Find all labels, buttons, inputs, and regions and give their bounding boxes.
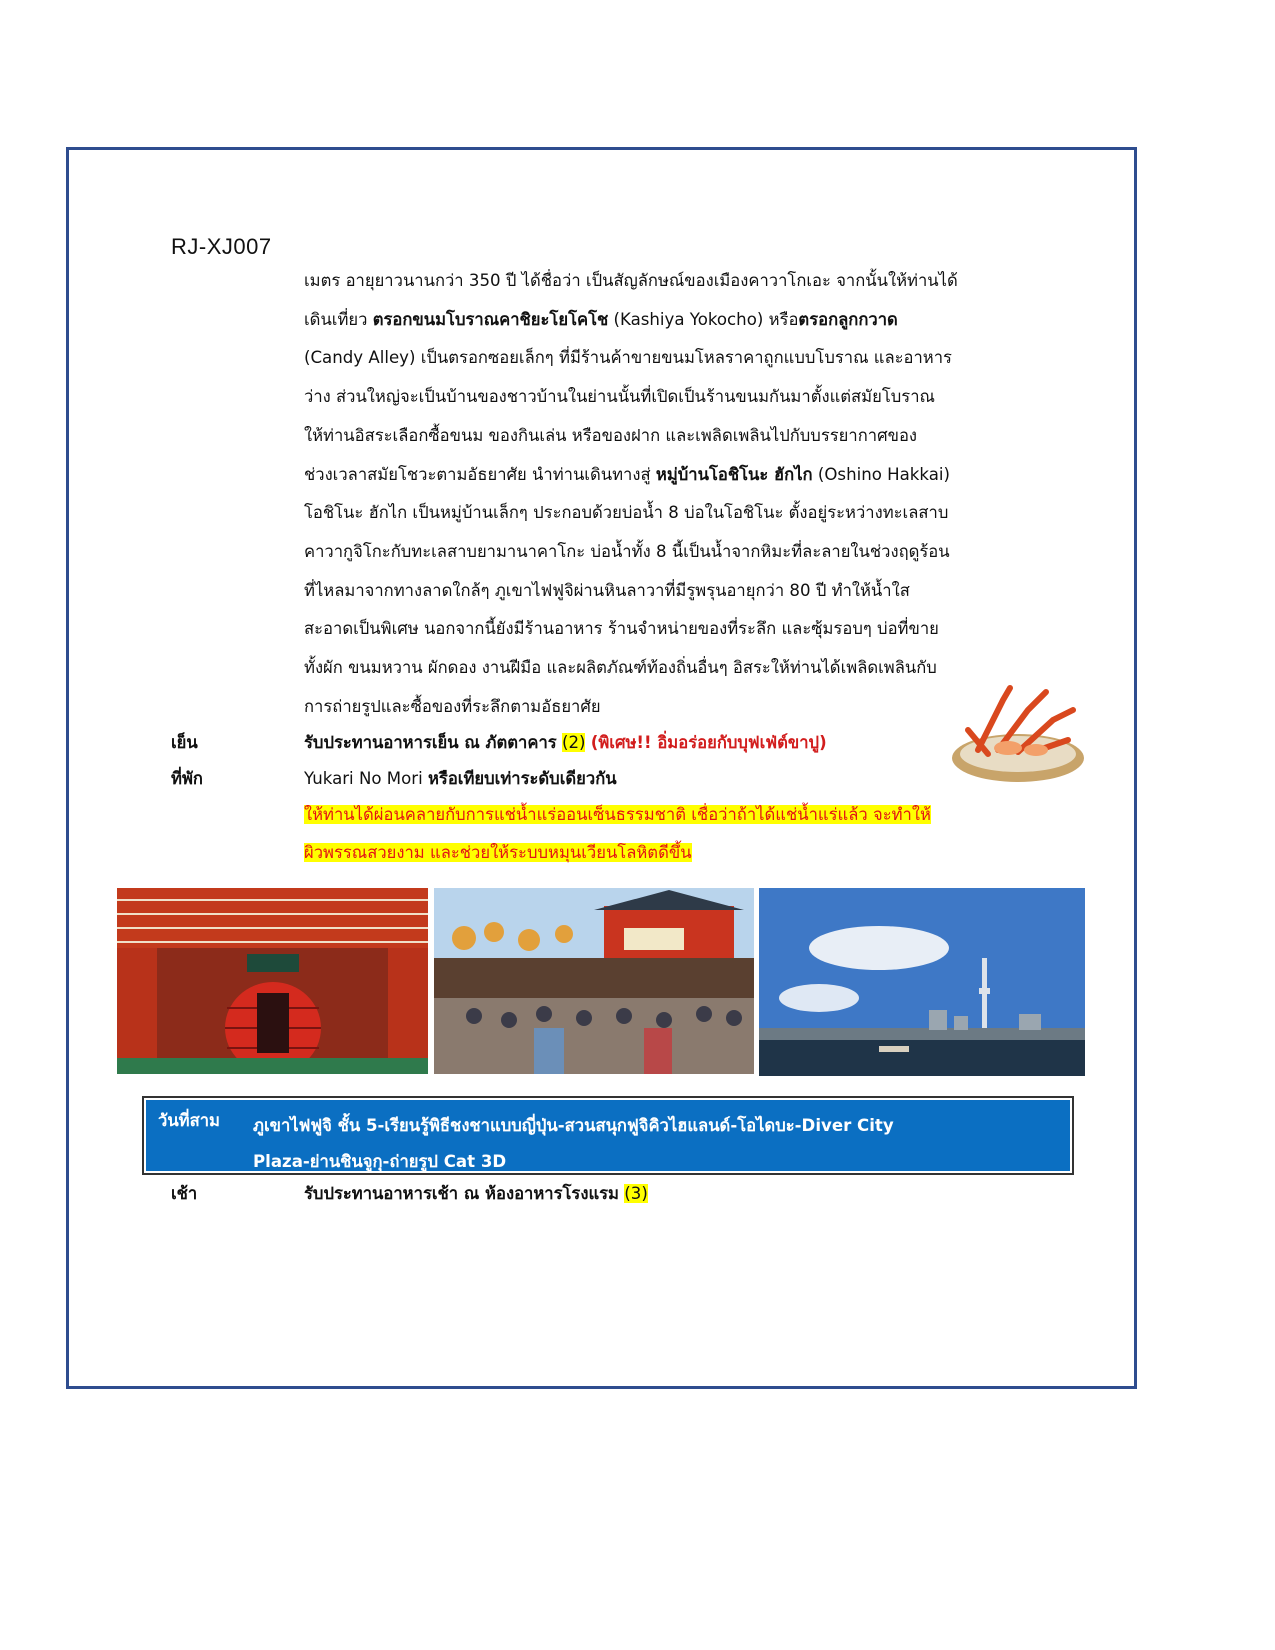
dinner-row	[304, 730, 827, 756]
para-line: ให้ท่านอิสระเลือกซื้อขนม ของกินเล่น หรือของฝาก และเพลิดเพลินไปกับบรรยากาศของ	[304, 425, 918, 445]
hotel-suffix: หรือเทียบเท่าระดับเดียวกัน	[427, 769, 617, 788]
para-line: เดินเที่ยว ตรอกขนมโบราณคาชิยะโยโคโช (Kashiya Yokocho) หรือตรอกลูกกวาด	[304, 309, 898, 329]
document-code: RJ-XJ007	[171, 234, 272, 259]
para-line: ช่วงเวลาสมัยโชวะตามอัธยาศัย นำท่านเดินทางสู่ หมู่บ้านโอชิโนะ ฮักไก (Oshino Hakkai)	[304, 464, 950, 484]
crab-buffet-image	[948, 680, 1088, 785]
para-line: ว่าง ส่วนใหญ่จะเป็นบ้านของชาวบ้านในย่านนั้นที่เปิดเป็นร้านขนมกันมาตั้งแต่สมัยโบราณ	[304, 387, 935, 407]
dinner-meal-number: (2)	[561, 733, 586, 752]
para-line: โอชิโนะ ฮักไก เป็นหมู่บ้านเล็กๆ ประกอบด้วยบ่อน้ำ 8 บ่อในโอชิโนะ ตั้งอยู่ระหว่างทะเลสาบ	[304, 503, 949, 523]
onsen-note	[304, 796, 1044, 872]
para-line: การถ่ายรูปและซื้อของที่ระลึกตามอัธยาศัย	[304, 696, 601, 716]
oshino-hakkai-name: หมู่บ้านโอชิโนะ ฮักไก	[655, 464, 813, 484]
onsen-note-line: ผิวพรรณสวยงาม และช่วยให้ระบบหมุนเวียนโลหิตดีขึ้น	[304, 843, 692, 862]
candy-alley-name: ตรอกลูกกวาด	[798, 309, 898, 329]
onsen-note-line: ให้ท่านได้ผ่อนคลายกับการแช่น้ำแร่ออนเซ็นธรรมชาติ เชื่อว่าถ้าได้แช่น้ำแร่แล้ว จะทำให้	[304, 805, 931, 824]
para-line: สะอาดเป็นพิเศษ นอกจากนี้ยังมีร้านอาหาร ร้านจำหน่ายของที่ระลึก และซุ้มรอบๆ บ่อที่ขาย	[304, 619, 939, 639]
day-three-label: วันที่สาม	[158, 1111, 220, 1130]
dinner-label: เย็น	[171, 733, 198, 752]
para-line: (Candy Alley) เป็นตรอกซอยเล็กๆ ที่มีร้านค้าขายขนมโหลราคาถูกแบบโบราณ และอาหาร	[304, 348, 952, 368]
sumida-river-photo	[759, 888, 1085, 1076]
breakfast-row	[304, 1181, 648, 1207]
breakfast-text: รับประทานอาหารเช้า ณ ห้องอาหารโรงแรม	[304, 1184, 619, 1203]
hotel-row	[304, 766, 617, 792]
dinner-special: (พิเศษ!! อิ่มอร่อยกับบุฟเฟ่ต์ขาปู)	[590, 733, 827, 752]
para-line: ที่ไหลมาจากทางลาดใกล้ๆ ภูเขาไฟฟูจิผ่านหินลาวาที่มีรูพรุนอายุกว่า 80 ปี ทำให้น้ำใส	[304, 580, 910, 600]
dinner-text: รับประทานอาหารเย็น ณ ภัตตาคาร	[304, 733, 557, 752]
breakfast-label: เช้า	[171, 1184, 198, 1203]
breakfast-meal-number: (3)	[624, 1184, 648, 1203]
itinerary-paragraph	[304, 262, 1039, 726]
day-three-title: ภูเขาไฟฟูจิ ชั้น 5-เรียนรู้พิธีชงชาแบบญี่ปุ่น-สวนสนุกฟูจิคิวไฮแลนด์-โอไดบะ-Diver City Plaza-ย่านชินจูกุ-ถ่ายรูป Cat 3D	[253, 1116, 894, 1171]
day-three-banner	[142, 1096, 1074, 1175]
hotel-name: Yukari No Mori	[304, 769, 423, 788]
para-line: ทั้งผัก ขนมหวาน ผักดอง งานฝีมือ และผลิตภัณฑ์ท้องถิ่นอื่นๆ อิสระให้ท่านได้เพลิดเพลินกับ	[304, 658, 937, 678]
para-line: คาวากูจิโกะกับทะเลสาบยามานาคาโกะ บ่อน้ำทั้ง 8 นี้เป็นน้ำจากหิมะที่ละลายในช่วงฤดูร้อน	[304, 541, 950, 561]
shopping-street-photo	[434, 888, 754, 1074]
temple-gate-photo	[117, 888, 428, 1074]
para-line: เมตร อายุยาวนานกว่า 350 ปี ได้ชื่อว่า เป็นสัญลักษณ์ของเมืองคาวาโกเอะ จากนั้นให้ท่านได้	[304, 271, 958, 290]
hotel-label: ที่พัก	[171, 769, 203, 788]
kashiya-yokocho-name: ตรอกขนมโบราณคาชิยะโยโคโช	[372, 309, 609, 329]
